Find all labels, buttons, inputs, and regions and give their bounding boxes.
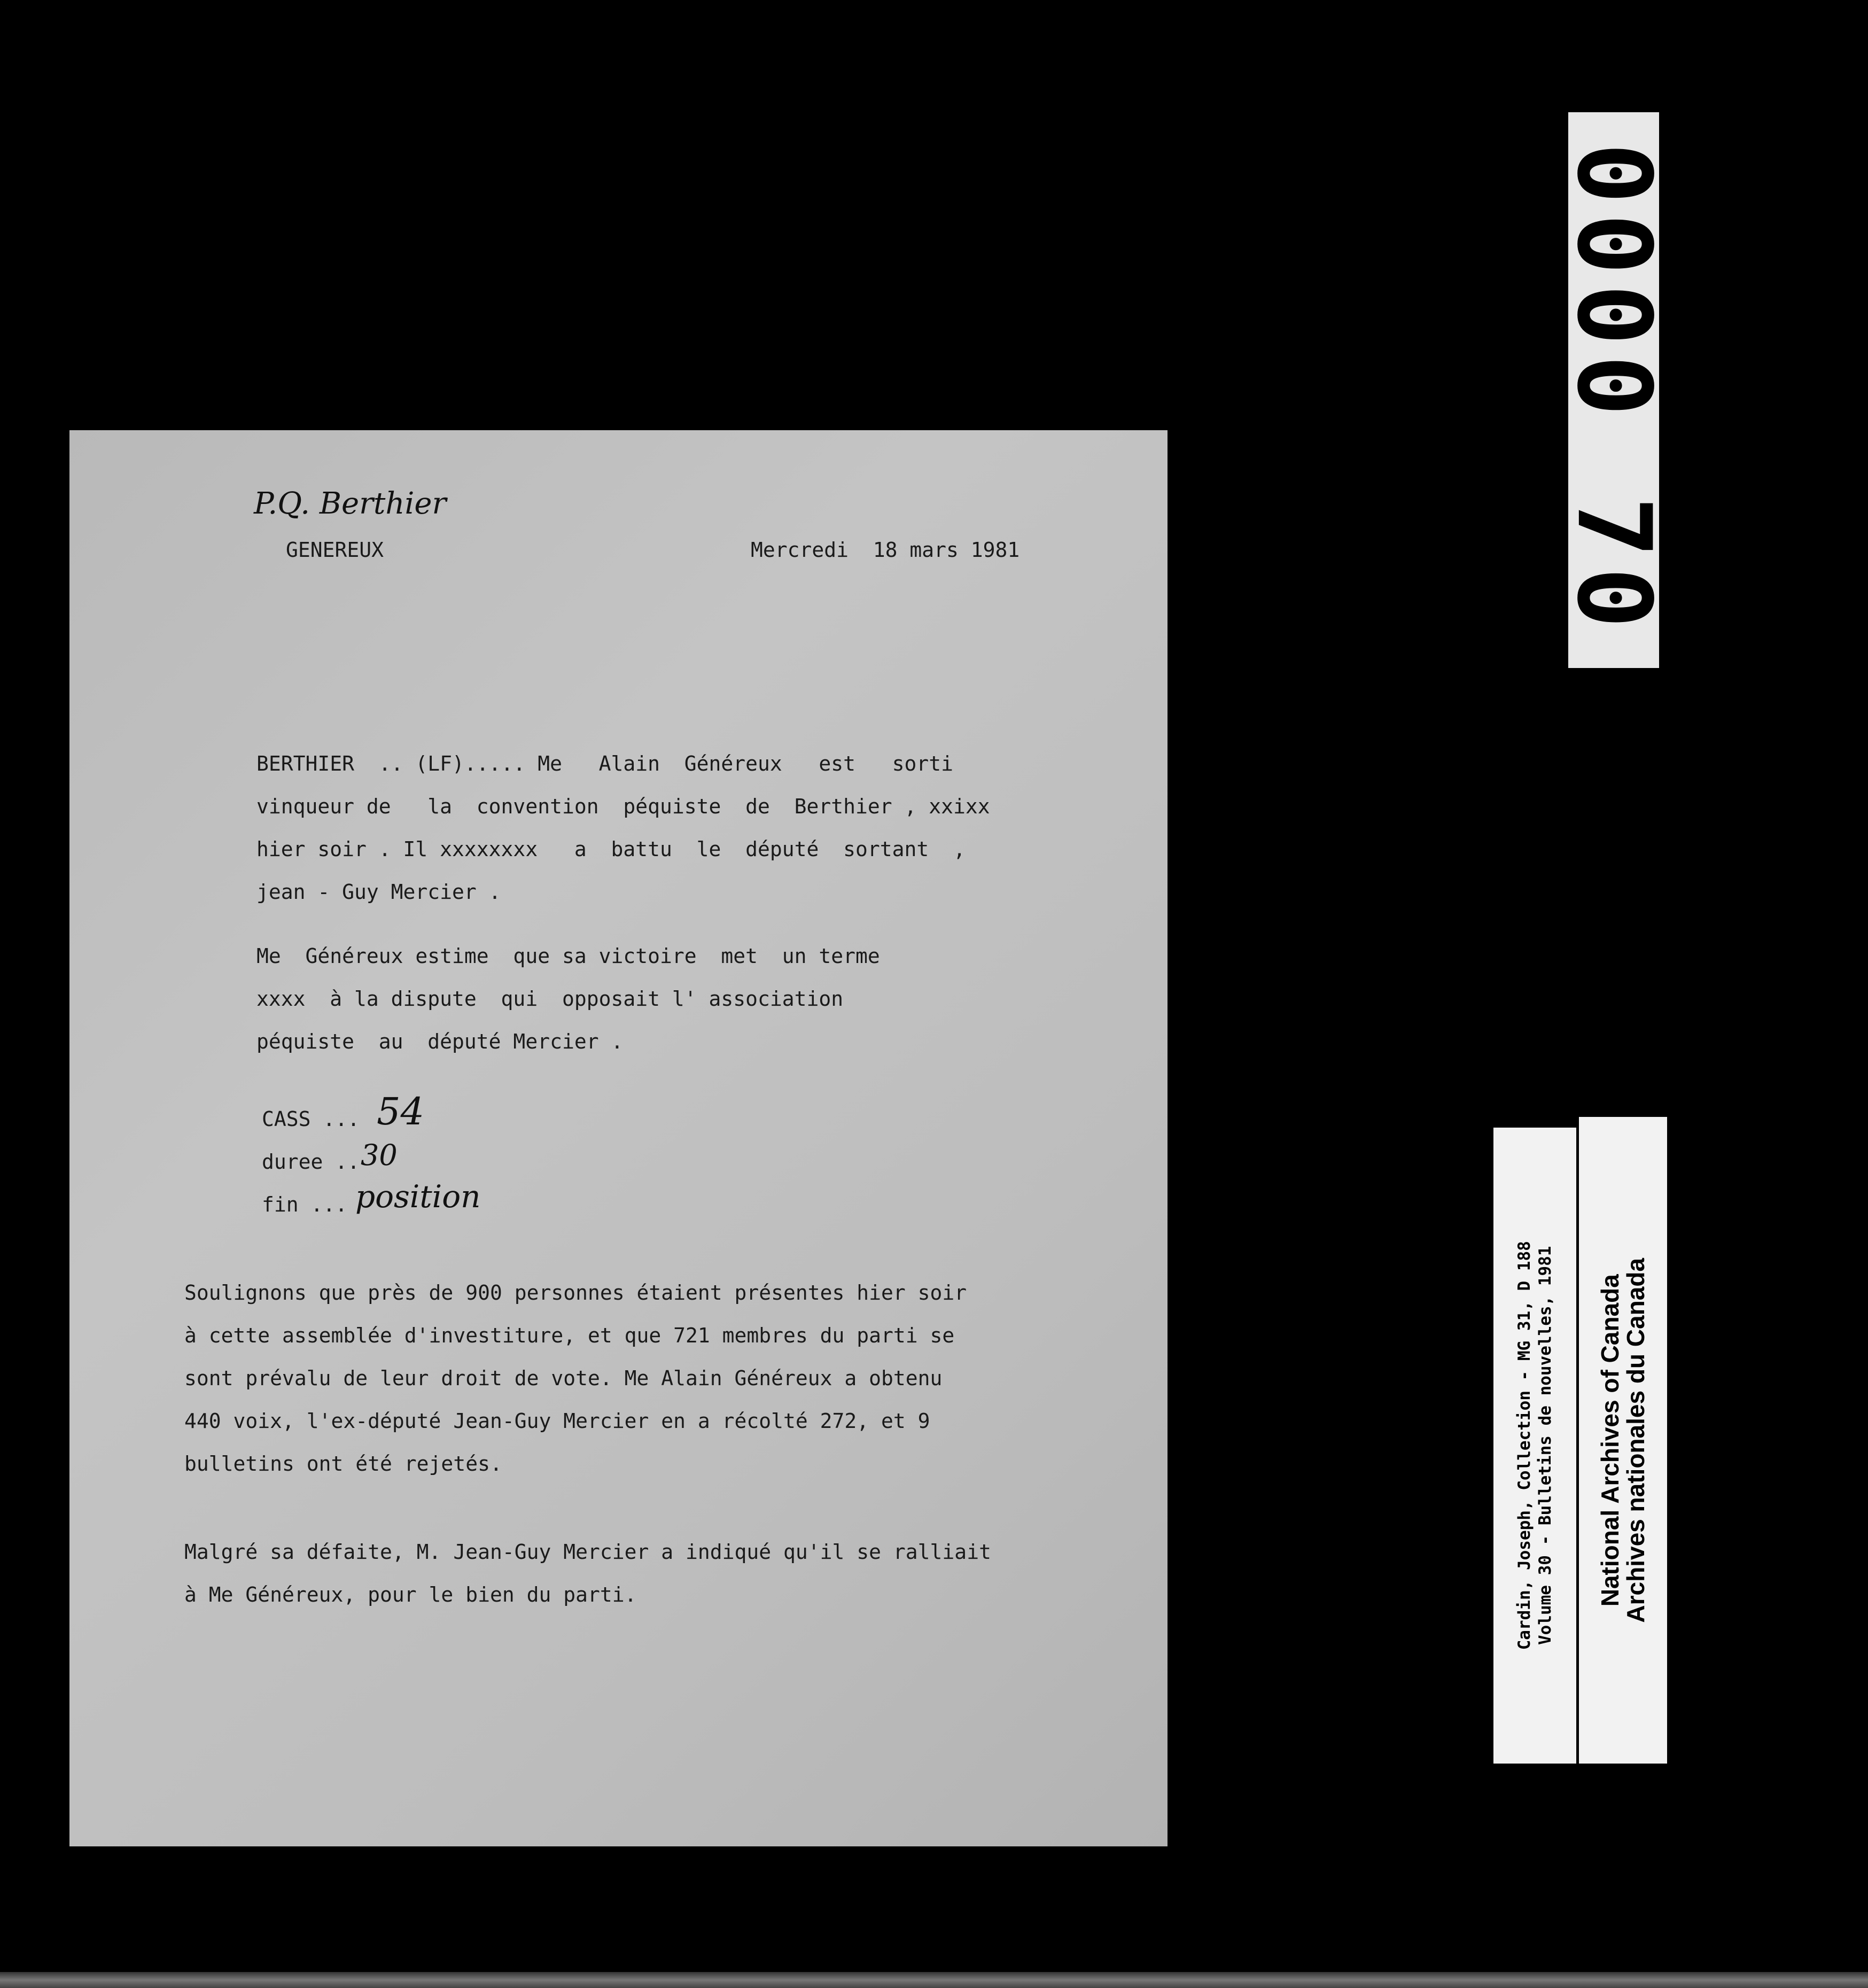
archive-label [1493,1128,1576,1764]
cass-value: 54 [377,1090,425,1133]
institution-label-text [1597,1258,1649,1623]
lead-line: jean - Guy Mercier . [256,880,501,904]
handwritten-header: P.Q. Berthier [254,486,447,521]
institution-english: National Archives of Canada [1596,1273,1624,1607]
slug-text: GENEREUX [286,538,384,562]
frame-number: 0000 70 [1554,142,1673,638]
archive-label-line: Volume 30 - Bulletins de nouvelles, 1981 [1535,1246,1555,1645]
archive-label-line: Cardin, Joseph, Collection - MG 31, D 188 [1514,1241,1534,1650]
lead-line: hier soir . Il xxxxxxxx a battu le député sortant , [256,837,966,861]
closing-line: à Me Généreux, pour le bien du parti. [184,1583,637,1606]
body-line: sont prévalu de leur droit de vote. Me Alain Généreux a obtenu [184,1366,943,1390]
film-edge [0,1972,1868,1988]
institution-label [1579,1117,1667,1764]
frame-number-strip [1554,112,1673,668]
archive-label-text [1514,1241,1556,1650]
cass-label: CASS ... [262,1107,360,1131]
body-line: Soulignons que près de 900 personnes étaient présentes hier soir [184,1281,967,1304]
duree-value: 30 [361,1138,398,1172]
second-paragraph-line: péquiste au député Mercier . [256,1030,624,1053]
date-text: Mercredi 18 mars 1981 [751,538,1020,562]
closing-line: Malgré sa défaite, M. Jean-Guy Mercier a indiqué qu'il se ralliait [184,1540,991,1564]
institution-french: Archives nationales du Canada [1622,1257,1650,1623]
body-line: 440 voix, l'ex-député Jean-Guy Mercier en a récolté 272, et 9 [184,1409,930,1433]
body-line: à cette assemblée d'investiture, et que 721 membres du parti se [184,1324,955,1347]
second-paragraph-line: xxxx à la dispute qui opposait l' association [256,987,844,1011]
document-page [69,430,1168,1846]
second-paragraph-line: Me Généreux estime que sa victoire met un terme [256,944,880,968]
lead-line: vinqueur de la convention péquiste de Berthier , xxixx [256,795,990,818]
fin-label: fin ... [262,1193,348,1216]
lead-line: BERTHIER .. (LF)..... Me Alain Généreux est sorti [256,752,954,775]
duree-label: duree .. [262,1150,360,1174]
body-line: bulletins ont été rejetés. [184,1452,502,1476]
fin-value: position [355,1178,481,1215]
